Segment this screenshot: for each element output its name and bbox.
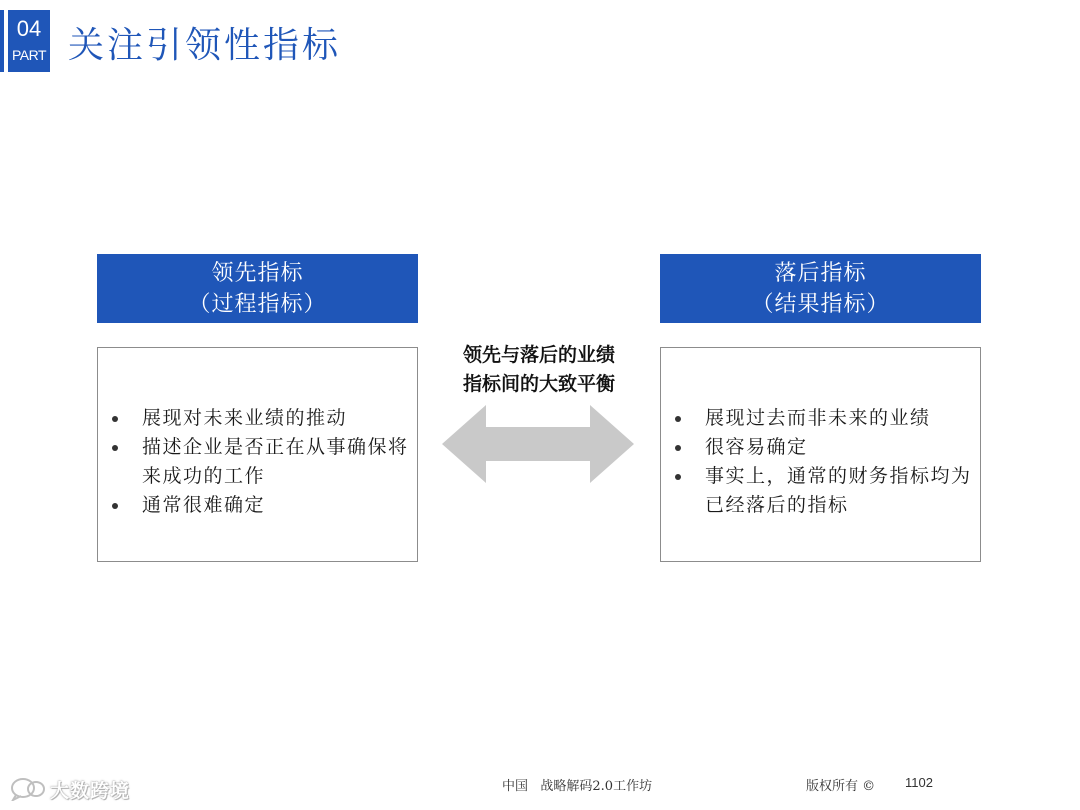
leading-header-subtitle: （过程指标） [188, 292, 327, 317]
lagging-indicator-box [660, 347, 981, 562]
leading-header-title: 领先指标 [211, 261, 304, 286]
lagging-header-subtitle: （结果指标） [751, 292, 890, 317]
lagging-indicator-header [660, 254, 981, 323]
bullet-icon [675, 445, 681, 451]
part-badge [8, 10, 50, 72]
list-item [671, 404, 972, 433]
leading-indicator-header [97, 254, 418, 323]
lagging-bullet-list [671, 404, 972, 520]
list-item [671, 462, 972, 520]
left-edge-bar [0, 10, 4, 72]
caption-line-2: 指标间的大致平衡 [462, 373, 615, 395]
bullet-icon [112, 416, 118, 422]
caption-line-1: 领先与落后的业绩 [462, 344, 615, 366]
list-item [671, 433, 972, 462]
part-number: 04 [16, 16, 42, 41]
leading-indicator-box [97, 347, 418, 562]
page-number: 1102 [905, 775, 933, 790]
double-arrow-icon [442, 405, 634, 483]
lagging-header-title: 落后指标 [774, 261, 867, 286]
page-title: 关注引领性指标 [68, 25, 342, 66]
bullet-text: 事实上，通常的财务指标均为已经落后的指标 [705, 465, 972, 516]
list-item [108, 433, 409, 491]
footer-workshop-name: 中国 战略解码2.0工作坊 [502, 779, 653, 794]
chat-bubble-icon [10, 777, 46, 801]
leading-bullet-list [108, 404, 409, 520]
bullet-icon [112, 503, 118, 509]
balance-caption [432, 341, 646, 399]
bullet-icon [112, 445, 118, 451]
watermark-text: 大数跨境 [50, 779, 131, 802]
list-item [108, 404, 409, 433]
bullet-icon [675, 416, 681, 422]
watermark [10, 776, 130, 802]
list-item [108, 491, 409, 520]
bullet-text: 展现过去而非未来的业绩 [705, 407, 931, 429]
bullet-text: 描述企业是否正在从事确保将来成功的工作 [142, 436, 409, 487]
bullet-text: 展现对未来业绩的推动 [142, 407, 348, 429]
bullet-icon [675, 474, 681, 480]
bullet-text: 很容易确定 [705, 436, 808, 458]
part-label: PART [11, 47, 47, 63]
bullet-text: 通常很难确定 [142, 494, 266, 516]
footer-copyright: 版权所有 © [806, 779, 876, 794]
